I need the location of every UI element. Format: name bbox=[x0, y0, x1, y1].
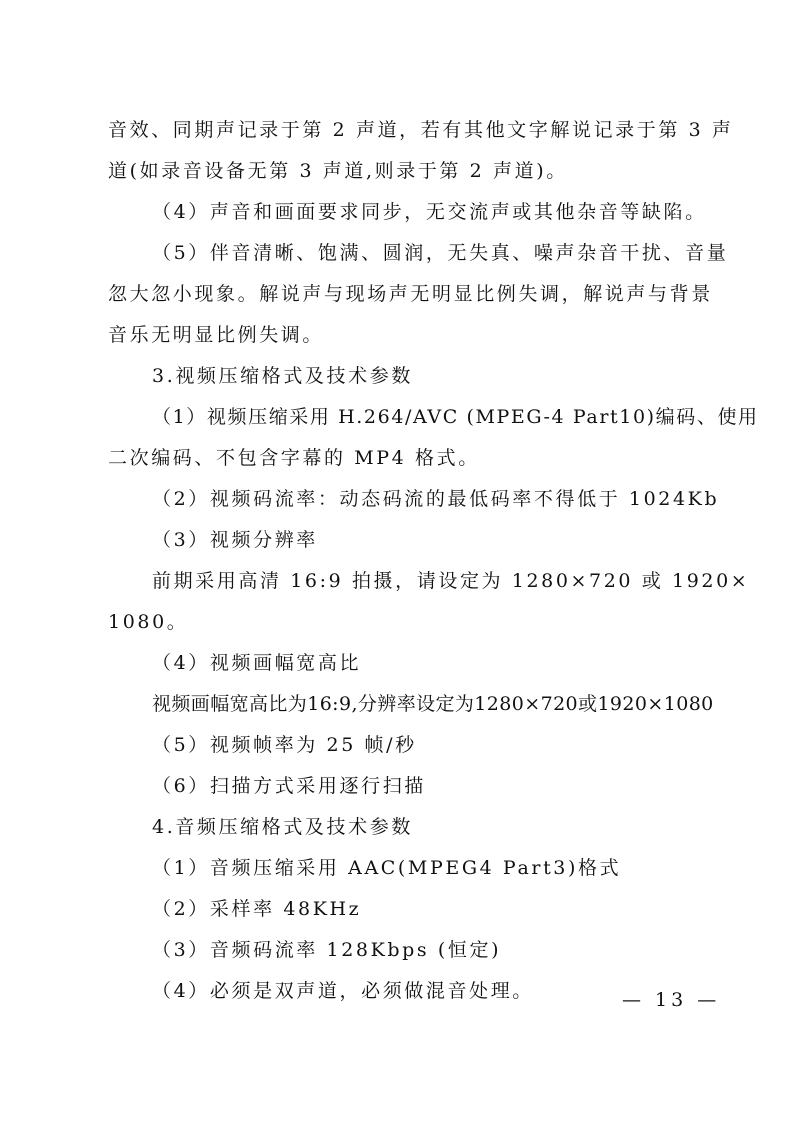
paragraph-line: 音效、同期声记录于第 2 声道，若有其他文字解说记录于第 3 声 bbox=[108, 119, 734, 141]
section-heading: 3.视频压缩格式及技术参数 bbox=[152, 365, 413, 387]
paragraph-line: （4）声音和画面要求同步，无交流声或其他杂音等缺陷。 bbox=[152, 201, 707, 223]
paragraph-line: 音乐无明显比例失调。 bbox=[108, 324, 325, 346]
paragraph-line: （6）扫描方式采用逐行扫描 bbox=[152, 775, 426, 797]
paragraph-line: （3）视频分辨率 bbox=[152, 529, 318, 551]
paragraph-line: （4）视频画幅宽高比 bbox=[152, 652, 362, 674]
paragraph-line: （1）视频压缩采用 H.264/AVC (MPEG-4 Part10)编码、使用 bbox=[152, 406, 759, 428]
paragraph-line: （4）必须是双声道，必须做混音处理。 bbox=[152, 980, 534, 1002]
paragraph-line: （5）视频帧率为 25 帧/秒 bbox=[152, 734, 417, 756]
paragraph-line: 二次编码、不包含字幕的 MP4 格式。 bbox=[108, 447, 480, 469]
paragraph-line: （2）采样率 48KHz bbox=[152, 898, 362, 920]
paragraph-line: 道(如录音设备无第 3 声道,则录于第 2 声道)。 bbox=[108, 160, 568, 182]
paragraph-line: 视频画幅宽高比为16:9,分辨率设定为1280×720或1920×1080 bbox=[152, 693, 714, 715]
section-heading: 4.音频压缩格式及技术参数 bbox=[152, 816, 413, 838]
paragraph-line: （2）视频码流率：动态码流的最低码率不得低于 1024Kb bbox=[152, 488, 720, 510]
page-number: — 13 — bbox=[622, 989, 721, 1011]
paragraph-line: （5）伴音清晰、饱满、圆润，无失真、噪声杂音干扰、音量 bbox=[152, 242, 729, 264]
paragraph-line: （3）音频码流率 128Kbps (恒定) bbox=[152, 939, 502, 961]
paragraph-line: 忽大忽小现象。解说声与现场声无明显比例失调，解说声与背景 bbox=[108, 283, 713, 305]
paragraph-line: （1）音频压缩采用 AAC(MPEG4 Part3)格式 bbox=[152, 857, 622, 879]
paragraph-line: 1080。 bbox=[108, 611, 189, 633]
paragraph-line: 前期采用高清 16:9 拍摄，请设定为 1280×720 或 1920× bbox=[152, 570, 750, 592]
